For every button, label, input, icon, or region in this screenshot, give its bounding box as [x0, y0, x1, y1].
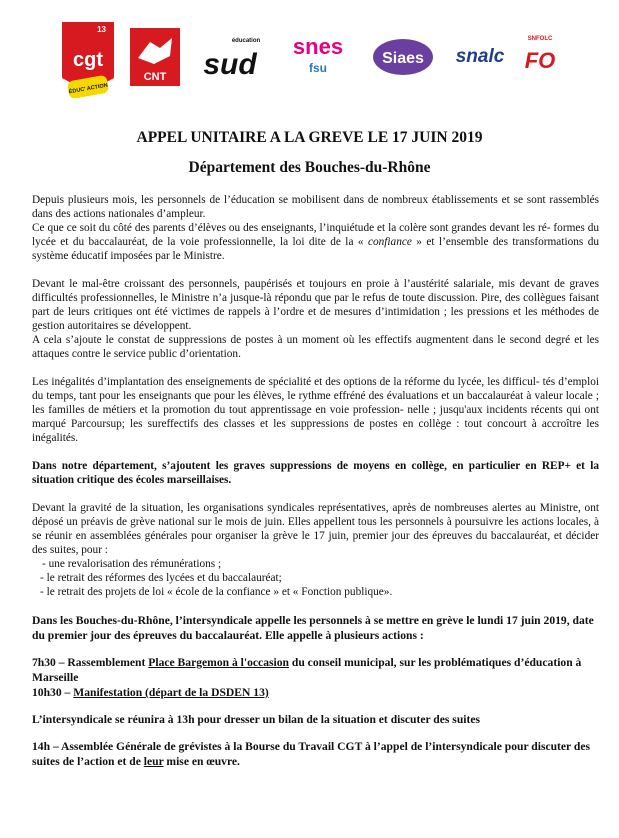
paragraph-concern-emphasis: confiance	[367, 236, 412, 248]
cgt-subtext: ÉDUC' ACTION	[68, 82, 109, 96]
fo-text: FO	[524, 48, 556, 73]
snes-text: snes	[292, 34, 344, 59]
paragraph-local-call: Dans les Bouches-du-Rhône, l’intersyndicale appelle les personnels à se mettre en grève le lundi 17 juin 2019, date du premier jour des épreuves du baccalauréat. Elle appelle à plusieurs actions :	[32, 614, 594, 642]
page-title: APPEL UNITAIRE A LA GREVE LE 17 JUIN 2019	[136, 129, 483, 146]
snalc-logo-graphic	[448, 38, 512, 72]
sud-text: sud	[203, 48, 257, 78]
snes-logo	[284, 30, 352, 82]
action-march	[32, 685, 599, 700]
snalc-logo	[448, 38, 512, 72]
cnt-logo	[130, 28, 180, 88]
snes-logo-graphic	[284, 30, 352, 82]
paragraph-concern-text-a: Ce que ce soit du côté des parents d’élèves ou des enseignants, l’inquiétude et la colère sont grandes devant les ré- formes du lycée et du baccalauréat, de la voie professionnelle, la loi dite de la «	[32, 222, 599, 248]
paragraph-department: Dans notre département, s’ajoutent les graves suppressions de moyens en collège, en particulier en REP+ et la situation critique des écoles marseillaises.	[32, 460, 599, 486]
paragraph-concern-text-b: » et l’ensemble des transformations du système éducatif imposées par le Ministre.	[32, 236, 599, 262]
sud-logo	[194, 34, 266, 78]
paragraph-malaise: Devant le mal-être croissant des personnels, paupérisés et toujours en proie à l’austérité salariale, mis devant de graves difficultés professionnelles, le Ministre n’a jusque-là répondu que par le refus de toute discussion. Pire, des collègues faisant part de leurs critiques ont été victimes de rappels à l’ordre et de mesures d’intimidation ; les pressions et les méthodes de gestion autoritaires se développent.	[32, 278, 599, 332]
demand-item: - une revalorisation des rémunérations ;	[42, 558, 222, 570]
document-body	[32, 193, 599, 769]
assembly-text-a: 14h – Assemblée Générale de grévistes à la Bourse du Travail CGT à l’appel de l’intersyndicale pour discuter des suites de l’action et de	[32, 740, 590, 768]
paragraph-intro: Depuis plusieurs mois, les personnels de l’éducation se mobilisent dans de nombreux établissements et se sont rassemblés dans des actions nationales d’ampleur.	[32, 194, 599, 220]
demands-list	[32, 557, 599, 599]
fo-logo-graphic	[522, 30, 558, 90]
assembly-text-b: mise en œuvre.	[166, 755, 240, 768]
cnt-text: CNT	[143, 71, 167, 83]
paragraph-concern	[32, 221, 599, 263]
action-march-event: Manifestation (départ de la DSDEN 13)	[73, 686, 269, 699]
page-subtitle: Département des Bouches-du-Rhône	[188, 159, 431, 176]
siaes-logo-graphic	[372, 36, 434, 78]
paragraph-suppressions: A cela s’ajoute le constat de suppressions de postes à un moment où les effectifs augmentent dans le second degré et les attaques contre le service public d’orientation.	[32, 334, 599, 360]
fo-top-text: SNFOLC	[527, 36, 553, 42]
action-rally-details: du conseil municipal, sur les problématiques d’éducation à Marseille	[32, 656, 582, 684]
siaes-logo	[372, 36, 434, 78]
cgt-logo	[62, 22, 114, 98]
cgt-number: 13	[97, 25, 106, 34]
action-rally-time: 7h30 – Rassemblement	[32, 656, 146, 669]
paragraph-assembly	[32, 739, 599, 769]
demand-item: - le retrait des projets de loi « école de la confiance » et « Fonction publique».	[40, 586, 393, 598]
paragraph-strike-call: Devant la gravité de la situation, les organisations syndicales représentatives, après de nombreuses alertes au Ministre, ont déposé un préavis de grève national sur le mois de juin. Elles appellent tous les personnels à poursuivre les actions locales, à se réunir en assemblées générales pour organiser la grève le 17 juin, premier jour des épreuves du baccalauréat, et décider des suites, pour :	[32, 502, 599, 556]
action-rally	[32, 655, 599, 685]
cgt-text: cgt	[73, 49, 103, 71]
actions-section	[32, 613, 599, 769]
paragraph-inequalities: Les inégalités d’implantation des enseignements de spécialité et des options de la réforme du lycée, les difficul- tés d’emploi du temps, tant pour les enseignants que pour les élèves, le rythme effréné des évaluations et un baccalauréat à valeur locale ; les familles de métiers et la promotion du tout apprentissage en voie profession- nelle ; jusqu'aux incidents récents qui ont marqué Parcoursup; les sureffectifs des classes et les suppressions de postes en collège : tout concourt à accroître les inégalités.	[32, 376, 599, 444]
cnt-logo-graphic	[130, 28, 180, 88]
action-rally-place: Place Bargemon à l'occasion	[148, 656, 289, 669]
action-march-time: 10h30 –	[32, 686, 71, 699]
paragraph-meeting: L’intersyndicale se réunira à 13h pour dresser un bilan de la situation et discuter des suites	[32, 713, 481, 726]
siaes-text: Siaes	[382, 50, 424, 67]
assembly-underlined: leur	[143, 755, 164, 768]
cgt-logo-graphic	[62, 22, 114, 98]
fo-logo	[522, 30, 558, 90]
demand-item: - le retrait des réformes des lycées et du baccalauréat;	[40, 572, 282, 584]
snes-fsu-text: fsu	[309, 61, 327, 75]
sud-top-text: éducation	[231, 38, 261, 44]
snalc-text: snalc	[455, 46, 505, 67]
union-logos-row	[62, 22, 556, 102]
sud-logo-graphic	[194, 34, 266, 78]
